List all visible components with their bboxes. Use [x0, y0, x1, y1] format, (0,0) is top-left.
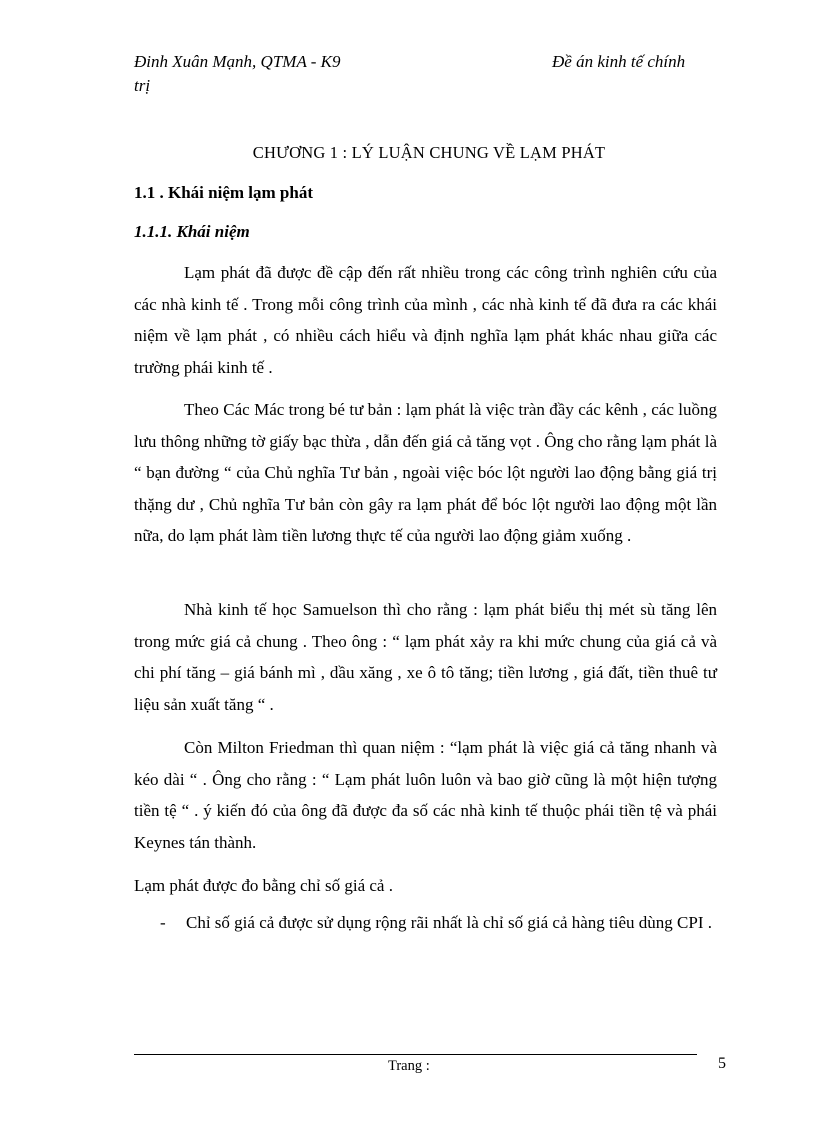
bullet-marker: - [160, 913, 166, 932]
paragraph-2: Theo Các Mác trong bé tư bản : lạm phát là việc tràn đầy các kênh , các luồng lưu thông những tờ giấy bạc thừa , dẫn đến giá cả tăng vọt . Ông cho rằng lạm phát là “ bạn đường “ của Chủ nghĩa Tư bản , ngoài việc bóc lột người lao động bằng giá trị thặng dư , Chủ nghĩa Tư bản còn gây ra lạm phát để bóc lột người lao động một lần nữa, do lạm phát làm tiền lương thực tế của người lao động giảm xuống . [134, 400, 717, 545]
bullet-text: Chỉ số giá cả được sử dụng rộng rãi nhất là chỉ số giá cả hàng tiêu dùng CPI . [186, 913, 712, 932]
paragraph-3: Nhà kinh tế học Samuelson thì cho rằng : lạm phát biểu thị mét sù tăng lên trong mức giá cả chung . Theo ông : “ lạm phát xảy ra khi mức chung của giá cả và chi phí tăng – giá bánh mì , dầu xăng , xe ô tô tăng; tiền lương , giá đất, tiền thuê tư liệu sản xuất tăng “ . [134, 600, 717, 714]
measure-text: Lạm phát được đo bằng chỉ số giá cả . [134, 876, 393, 895]
paragraph-1: Lạm phát đã được đề cập đến rất nhiều trong các công trình nghiên cứu của các nhà kinh tế . Trong mỗi công trình của mình , các nhà kinh tế đã đưa ra các khái niệm về lạm phát , có nhiều cách hiểu và định nghĩa lạm phát khác nhau giữa các trường phái kinh tế . [134, 263, 717, 377]
header-title: Đề án kinh tế chính [552, 52, 686, 71]
header-author [134, 50, 394, 98]
header-author-line2: trị [134, 76, 151, 95]
section-heading-1-1-1: 1.1.1. Khái niệm [134, 222, 250, 241]
page-number: 5 [718, 1055, 726, 1072]
paragraph-4: Còn Milton Friedman thì quan niệm : “lạm phát là việc giá cả tăng nhanh và kéo dài “ . Ông cho rằng : “ Lạm phát luôn luôn và bao giờ cũng là một hiện tượng tiền tệ “ . ý kiến đó của ông đã được đa số các nhà kinh tế thuộc phái tiền tệ và phái Keynes tán thành. [134, 738, 717, 852]
chapter-title: CHƯƠNG 1 : LÝ LUẬN CHUNG VỀ LẠM PHÁT [252, 143, 606, 162]
section-heading-1-1: 1.1 . Khái niệm lạm phát [134, 183, 313, 202]
header-author-line1: Đinh Xuân Mạnh, QTMA - K9 [134, 52, 341, 71]
footer-divider [134, 1054, 697, 1055]
footer-page-label: Trang : [388, 1058, 430, 1074]
